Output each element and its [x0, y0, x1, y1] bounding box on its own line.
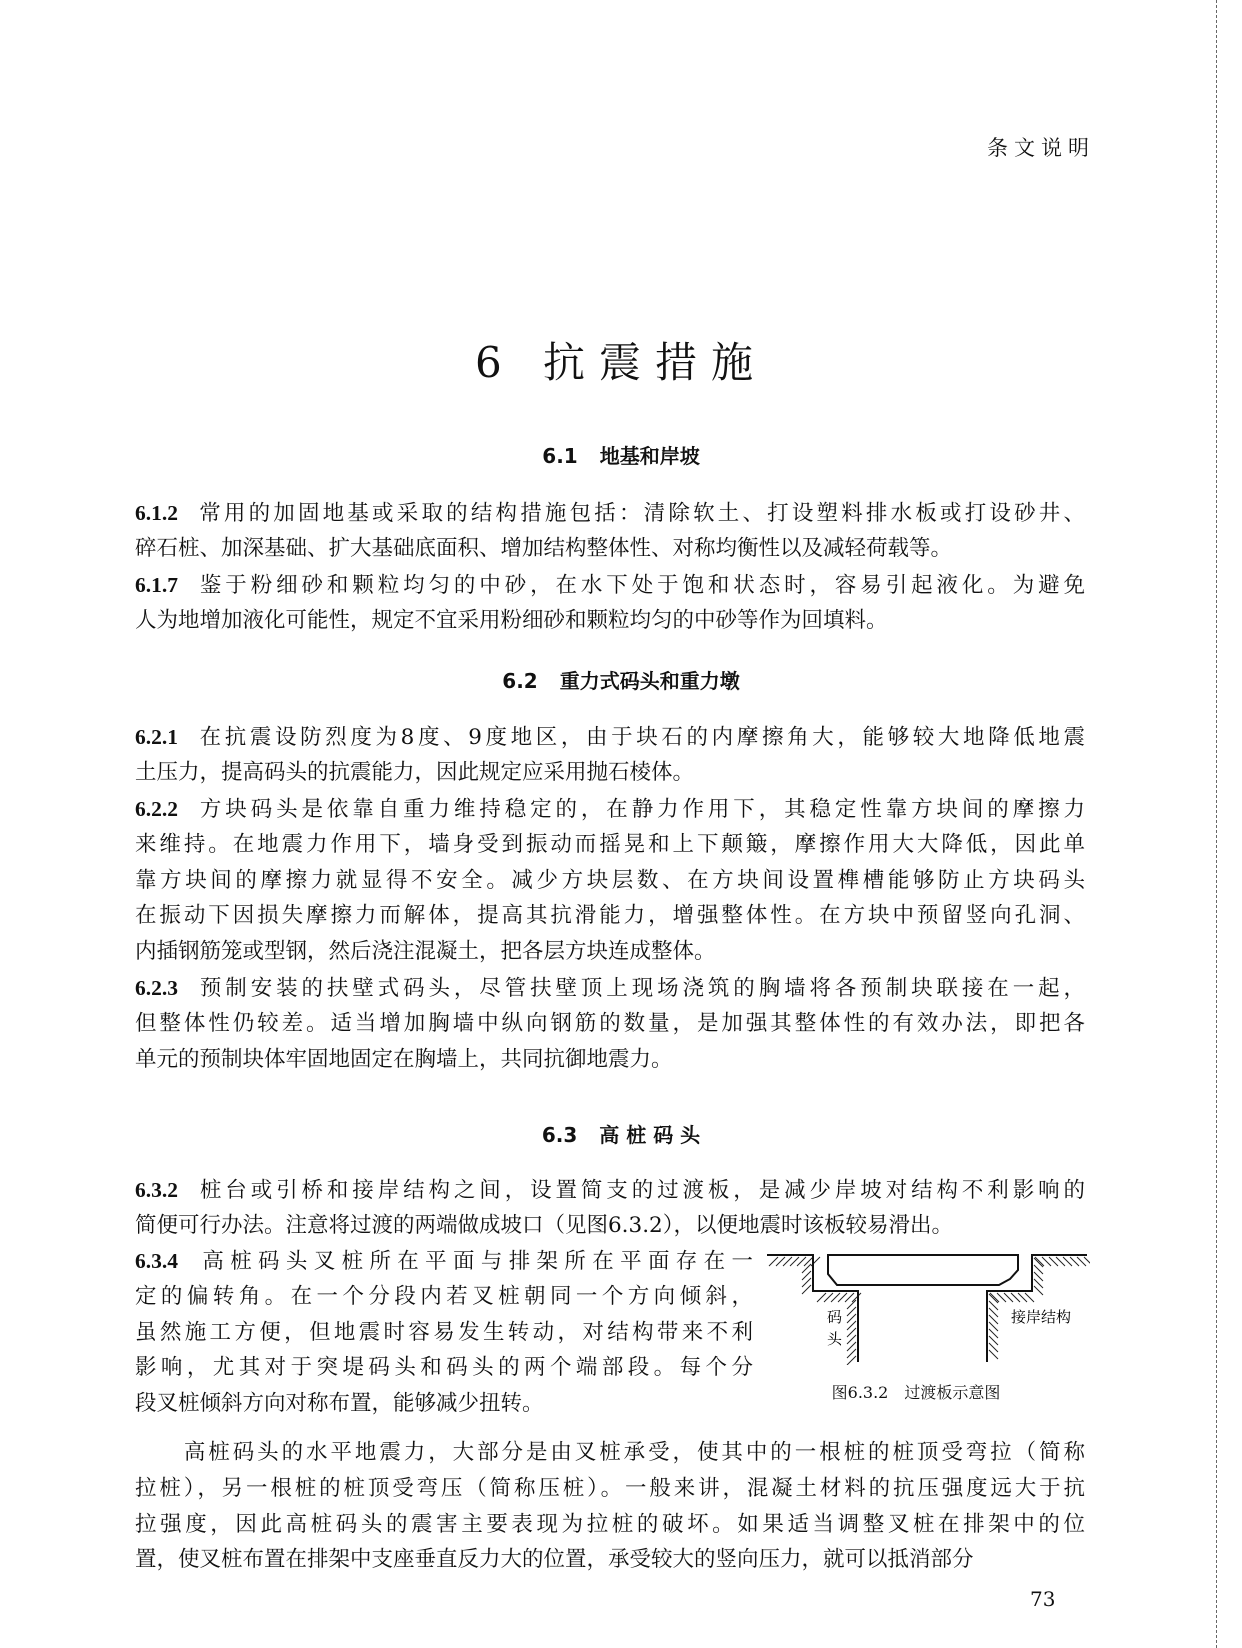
clause-text: 定的偏转角。在一个分段内若叉桩朝同一个方向倾斜， [135, 1283, 753, 1309]
clause-text: 常用的加固地基或采取的结构措施包括：清除软土、打设塑料排水板或打设砂井、 [196, 501, 1085, 526]
clause-text: 内插钢筋笼或型钢，然后浇注混凝土，把各层方块连成整体。 [135, 939, 716, 965]
clause-text: 段叉桩倾斜方向对称布置，能够减少扭转。 [135, 1391, 544, 1417]
clause-text: 碎石桩、加深基础、扩大基础底面积、增加结构整体性、对称均衡性以及减轻荷载等。 [135, 535, 953, 561]
clause-text: 置，使叉桩布置在排架中支座垂直反力大的位置，承受较大的竖向压力，就可以抵消部分 [135, 1547, 974, 1573]
wharf-label-char: 头 [827, 1330, 843, 1348]
text-line [135, 606, 1085, 636]
text-line [135, 1318, 753, 1348]
clause-text: 但整体性仍较差。适当增加胸墙中纵向钢筋的数量，是加强其整体性的有效办法，即把各 [135, 1010, 1085, 1036]
text-line [135, 534, 1085, 564]
section-title: 重力式码头和重力墩 [559, 669, 740, 693]
clause-text: 拉桩），另一根桩的桩顶受弯压（简称压桩）。一般来讲，混凝土材料的抗压强度远大于抗 [135, 1475, 1085, 1501]
text-line [135, 1175, 1085, 1205]
figure-caption: 图6.3.2 过渡板示意图 [831, 1383, 1001, 1402]
text-line [135, 1246, 753, 1276]
clause-text: 土压力，提高码头的抗震能力，因此规定应采用抛石棱体。 [135, 759, 695, 785]
clause-text: 人为地增加液化可能性，规定不宜采用粉细砂和颗粒均匀的中砂等作为回填料。 [135, 607, 888, 633]
clause-number: 6.2.1 [135, 725, 178, 749]
section-heading-6-1 [0, 440, 1242, 469]
transition-slab-diagram [765, 1250, 1090, 1365]
clause-text: 桩台或引桥和接岸结构之间，设置简支的过渡板，是减少岸坡对结构不利影响的 [196, 1178, 1085, 1203]
text-line [135, 1438, 1085, 1468]
chapter-title: 6 抗震措施 [474, 338, 768, 387]
section-number: 6.3 [541, 1123, 578, 1147]
text-line [135, 901, 1085, 931]
text-line [135, 1045, 1085, 1075]
text-line [135, 973, 1085, 1003]
clause-number: 6.2.2 [135, 797, 178, 821]
text-line [135, 866, 1085, 896]
text-line [135, 1389, 753, 1419]
running-header: 条文说明 [987, 136, 1095, 160]
section-number: 6.1 [542, 444, 578, 468]
clause-text: 虽然施工方便，但地震时容易发生转动，对结构带来不利 [135, 1319, 753, 1345]
clause-number: 6.2.3 [135, 976, 178, 1000]
clause-text: 单元的预制块体牢固地固定在胸墙上，共同抗御地震力。 [135, 1046, 673, 1072]
text-line [135, 830, 1085, 860]
clause-text: 靠方块间的摩擦力就显得不安全。减少方块层数、在方块间设置榫槽能够防止方块码头 [135, 867, 1085, 893]
text-line [135, 722, 1085, 752]
scan-edge-line [1216, 0, 1217, 1648]
shore-structure-label: 接岸结构 [1011, 1308, 1072, 1326]
clause-text: 在振动下因损失摩擦力而解体，提高其抗滑能力，增强整体性。在方块中预留竖向孔洞、 [135, 903, 1085, 929]
section-title: 高 桩 码 头 [599, 1123, 701, 1147]
clause-text: 来维持。在地震力作用下，墙身受到振动而摇晃和上下颠簸，摩擦作用大大降低，因此单 [135, 831, 1085, 857]
section-heading-6-3 [0, 1119, 1242, 1148]
text-line [135, 1353, 753, 1383]
clause-text: 高桩码头的水平地震力，大部分是由叉桩承受，使其中的一根桩的桩顶受弯拉（简称 [135, 1440, 1085, 1465]
text-line [135, 1282, 753, 1312]
clause-number: 6.3.2 [135, 1178, 178, 1202]
text-line [135, 498, 1085, 528]
text-line [135, 937, 1085, 967]
text-line [135, 1211, 1085, 1241]
text-line [135, 758, 1085, 788]
clause-text: 影响，尤其对于突堤码头和码头的两个端部段。每个分 [135, 1355, 753, 1381]
section-number: 6.2 [502, 669, 538, 693]
page-number: 73 [1030, 1587, 1056, 1611]
clause-text: 方块码头是依靠自重力维持稳定的，在静力作用下，其稳定性靠方块间的摩擦力 [196, 797, 1085, 822]
clause-text: 高桩码头叉桩所在平面与排架所在平面存在一 [196, 1249, 753, 1274]
text-line [135, 1510, 1085, 1540]
clause-number: 6.1.7 [135, 573, 178, 597]
clause-number: 6.3.4 [135, 1249, 178, 1273]
clause-text: 在抗震设防烈度为8度、9度地区，由于块石的内摩擦角大，能够较大地降低地震 [196, 725, 1085, 750]
text-line [135, 1474, 1085, 1504]
clause-number: 6.1.2 [135, 501, 178, 525]
clause-text: 拉强度，因此高桩码头的震害主要表现为拉桩的破坏。如果适当调整叉桩在排架中的位 [135, 1511, 1085, 1537]
text-line [135, 1009, 1085, 1039]
wharf-label-char: 码 [827, 1308, 843, 1326]
transition-slab [828, 1255, 1018, 1285]
text-line [135, 794, 1085, 824]
section-heading-6-2 [0, 665, 1242, 694]
section-title: 地基和岸坡 [599, 444, 700, 468]
clause-text: 预制安装的扶壁式码头，尽管扶壁顶上现场浇筑的胸墙将各预制块联接在一起， [196, 976, 1085, 1001]
clause-text: 鉴于粉细砂和颗粒均匀的中砂，在水下处于饱和状态时，容易引起液化。为避免 [196, 573, 1085, 598]
clause-text: 简便可行办法。注意将过渡的两端做成坡口（见图6.3.2），以便地震时该板较易滑出。 [135, 1212, 953, 1238]
text-line [135, 1545, 1085, 1575]
text-line [135, 570, 1085, 600]
